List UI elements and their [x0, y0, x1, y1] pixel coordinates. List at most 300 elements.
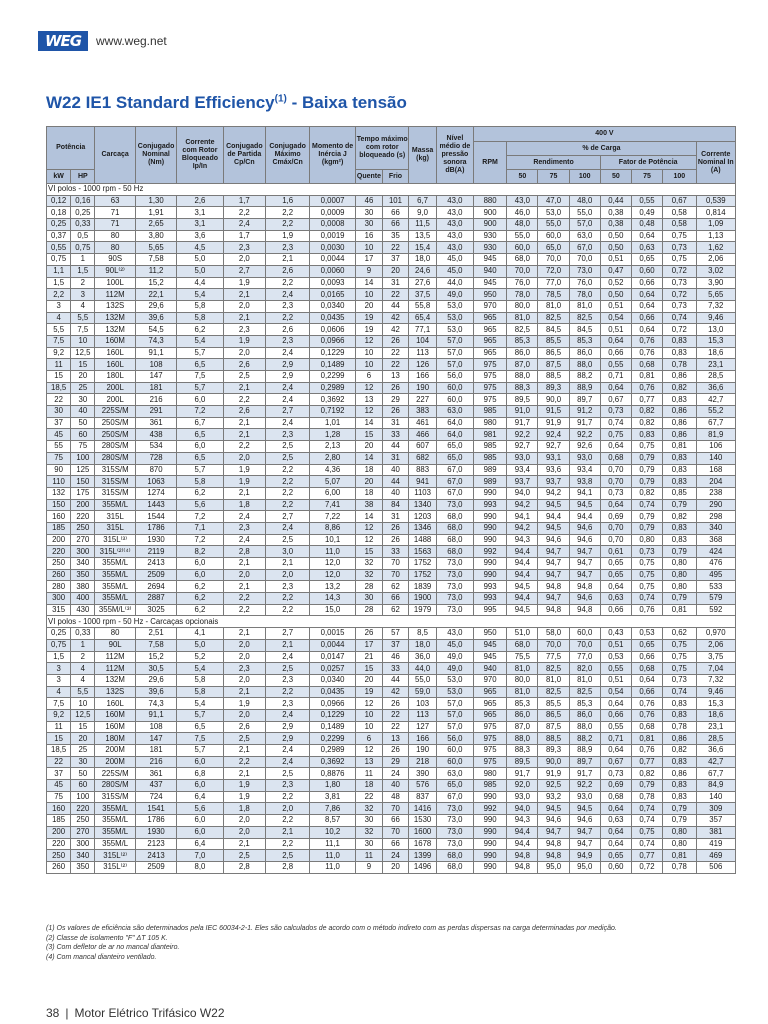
table-cell: 24 — [382, 850, 409, 862]
table-cell: 89,3 — [538, 745, 569, 757]
table-cell: 900 — [473, 219, 506, 231]
table-cell: 965 — [473, 686, 506, 698]
table-cell: 0,64 — [600, 581, 631, 593]
table-cell: 2,5 — [266, 441, 310, 453]
table-cell: 87,5 — [538, 721, 569, 733]
table-cell: 7,2 — [177, 534, 223, 546]
table-row — [47, 663, 736, 675]
table-cell: 0,82 — [631, 768, 662, 780]
table-cell: 88,5 — [538, 733, 569, 745]
table-cell: 127 — [409, 721, 437, 733]
table-cell: 48,0 — [569, 195, 600, 207]
table-cell: 18,0 — [409, 639, 437, 651]
table-cell: 0,0030 — [310, 242, 356, 254]
table-cell: 0,73 — [600, 487, 631, 499]
table-cell: 380 — [71, 581, 95, 593]
table-cell: 0,75 — [631, 558, 662, 570]
th-rend-75: 75 — [538, 170, 569, 184]
table-row — [47, 511, 736, 523]
table-cell: 60 — [71, 429, 95, 441]
table-cell: 132 — [47, 487, 71, 499]
table-cell: 940 — [473, 265, 506, 277]
table-cell: 5,8 — [177, 476, 223, 488]
table-cell: 6,0 — [177, 558, 223, 570]
table-cell: 6,7 — [177, 417, 223, 429]
table-cell: 70 — [382, 569, 409, 581]
table-cell: 0,62 — [663, 628, 696, 640]
table-cell: 0,66 — [631, 651, 662, 663]
table-cell: 0,64 — [600, 335, 631, 347]
table-cell: 168 — [696, 464, 735, 476]
table-cell: 0,53 — [600, 651, 631, 663]
table-cell: 724 — [135, 791, 177, 803]
table-cell: 1752 — [409, 569, 437, 581]
table-cell: 300 — [47, 593, 71, 605]
table-cell: 355M/L — [95, 826, 135, 838]
table-cell: 0,79 — [631, 780, 662, 792]
table-cell: 0,75 — [600, 429, 631, 441]
table-cell: 2,3 — [266, 335, 310, 347]
table-cell: 88,0 — [507, 371, 538, 383]
table-cell: 2,7 — [223, 265, 266, 277]
table-cell: 2,3 — [266, 780, 310, 792]
table-cell: 94,4 — [569, 511, 600, 523]
table-cell: 1443 — [135, 499, 177, 511]
table-row — [47, 546, 736, 558]
table-cell: 89,7 — [569, 756, 600, 768]
table-cell: 361 — [135, 417, 177, 429]
table-cell: 0,80 — [663, 569, 696, 581]
table-cell: 20 — [356, 441, 383, 453]
th-conj-nominal: Conjugado Nominal (Nm) — [135, 127, 177, 184]
table-cell: 2,4 — [266, 651, 310, 663]
table-row — [47, 441, 736, 453]
table-cell: 2,4 — [266, 382, 310, 394]
table-cell: 47,0 — [538, 195, 569, 207]
table-cell: 18 — [356, 464, 383, 476]
table-cell: 0,0435 — [310, 686, 356, 698]
table-cell: 315S/M — [95, 487, 135, 499]
table-cell: 2,0 — [223, 815, 266, 827]
table-cell: 30,5 — [135, 663, 177, 675]
table-cell: 0,48 — [631, 219, 662, 231]
table-cell: 2,1 — [223, 417, 266, 429]
table-cell: 59,0 — [409, 686, 437, 698]
table-cell: 44,0 — [409, 663, 437, 675]
footnote-1: (1) Os valores de eficiência são determinados pela IEC 60034-2-1. Eles são calculados de acordo com o método indireto com as perdas dispersas na carga determinadas por medição. — [46, 925, 617, 932]
table-cell: 185 — [47, 815, 71, 827]
table-cell: 39,6 — [135, 312, 177, 324]
site-url[interactable]: www.weg.net — [96, 34, 167, 48]
table-cell: 5,2 — [177, 651, 223, 663]
table-cell: 0,75 — [47, 254, 71, 266]
table-cell: 0,63 — [600, 593, 631, 605]
table-cell: 2,0 — [266, 569, 310, 581]
table-cell: 93,6 — [538, 464, 569, 476]
th-fp-75: 75 — [631, 170, 662, 184]
table-cell: 0,81 — [663, 604, 696, 616]
table-cell: 270 — [71, 826, 95, 838]
table-cell: 0,0009 — [310, 207, 356, 219]
table-cell: 5,4 — [177, 698, 223, 710]
table-cell: 22 — [356, 791, 383, 803]
table-row — [47, 230, 736, 242]
table-cell: 81,0 — [569, 674, 600, 686]
table-cell: 361 — [135, 768, 177, 780]
table-cell: 985 — [473, 780, 506, 792]
table-cell: 993 — [473, 581, 506, 593]
table-cell: 0,78 — [663, 359, 696, 371]
table-cell: 20 — [356, 476, 383, 488]
table-cell: 7,5 — [47, 335, 71, 347]
table-cell: 0,58 — [663, 219, 696, 231]
section-header-row — [47, 616, 736, 628]
title-main: W22 IE1 Standard Efficiency — [46, 93, 275, 112]
table-cell: 92,7 — [538, 441, 569, 453]
table-cell: 88,0 — [569, 721, 600, 733]
table-cell: 94,7 — [569, 838, 600, 850]
table-cell: 0,83 — [663, 522, 696, 534]
table-cell: 280 — [47, 581, 71, 593]
table-cell: 60,0 — [538, 230, 569, 242]
table-cell: 19 — [356, 686, 383, 698]
table-cell: 181 — [135, 745, 177, 757]
table-cell: 0,2299 — [310, 371, 356, 383]
table-cell: 108 — [135, 359, 177, 371]
table-cell: 950 — [473, 628, 506, 640]
table-cell: 11 — [47, 721, 71, 733]
table-cell: 0,75 — [631, 826, 662, 838]
table-cell: 945 — [473, 254, 506, 266]
table-cell: 0,75 — [663, 663, 696, 675]
table-cell: 2,4 — [266, 745, 310, 757]
table-cell: 76,0 — [507, 277, 538, 289]
table-cell: 225S/M — [95, 406, 135, 418]
table-cell: 82,0 — [569, 663, 600, 675]
table-cell: 94,4 — [507, 838, 538, 850]
table-cell: 36,6 — [696, 382, 735, 394]
table-cell: 66 — [382, 838, 409, 850]
table-row — [47, 721, 736, 733]
table-cell: 945 — [473, 639, 506, 651]
table-cell: 60,0 — [569, 628, 600, 640]
table-cell: 2,0 — [223, 254, 266, 266]
table-cell: 945 — [473, 651, 506, 663]
table-cell: 466 — [409, 429, 437, 441]
table-cell: 6,2 — [177, 604, 223, 616]
table-cell: 132S — [95, 300, 135, 312]
table-cell: 355M/L — [95, 815, 135, 827]
table-cell: 0,51 — [600, 674, 631, 686]
table-cell: 0,50 — [600, 230, 631, 242]
table-cell: 1,9 — [266, 230, 310, 242]
table-cell: 980 — [473, 768, 506, 780]
table-cell: 140 — [696, 452, 735, 464]
table-cell: 22 — [382, 289, 409, 301]
table-cell: 63,0 — [436, 768, 473, 780]
table-cell: 26 — [382, 382, 409, 394]
table-cell: 22 — [47, 394, 71, 406]
table-cell: 68,0 — [436, 534, 473, 546]
table-cell: 0,3692 — [310, 756, 356, 768]
table-cell: 0,75 — [631, 569, 662, 581]
table-cell: 81,0 — [538, 300, 569, 312]
table-cell: 5,7 — [177, 347, 223, 359]
table-cell: 11 — [47, 359, 71, 371]
table-cell: 1340 — [409, 499, 437, 511]
table-cell: 368 — [696, 534, 735, 546]
table-cell: 315S/M — [95, 791, 135, 803]
table-cell: 12 — [356, 522, 383, 534]
table-cell: 43,0 — [436, 242, 473, 254]
table-cell: 53,0 — [436, 300, 473, 312]
table-cell: 0,86 — [663, 406, 696, 418]
table-cell: 0,67 — [600, 394, 631, 406]
table-cell: 0,44 — [600, 195, 631, 207]
table-cell: 340 — [71, 850, 95, 862]
table-cell: 1416 — [409, 803, 437, 815]
table-cell: 94,5 — [538, 499, 569, 511]
table-cell: 2,2 — [266, 277, 310, 289]
table-cell: 315S/M — [95, 464, 135, 476]
table-cell: 17 — [356, 639, 383, 651]
table-cell: 22 — [47, 756, 71, 768]
table-cell: 0,55 — [600, 663, 631, 675]
table-cell: 0,64 — [600, 382, 631, 394]
table-cell: 94,8 — [538, 604, 569, 616]
table-cell: 40 — [382, 780, 409, 792]
table-cell: 10 — [356, 242, 383, 254]
table-cell: 0,78 — [663, 721, 696, 733]
table-cell: 55,2 — [696, 406, 735, 418]
table-cell: 53,0 — [436, 324, 473, 336]
table-cell: 11,0 — [310, 850, 356, 862]
table-cell: 3,75 — [696, 651, 735, 663]
table-cell: 66 — [382, 815, 409, 827]
table-cell: 6,2 — [177, 593, 223, 605]
table-cell: 13,2 — [310, 581, 356, 593]
table-cell: 95,0 — [538, 861, 569, 873]
table-cell: 113 — [409, 347, 437, 359]
table-cell: 57,0 — [436, 335, 473, 347]
table-cell: 1346 — [409, 522, 437, 534]
table-cell: 1,9 — [223, 277, 266, 289]
table-cell: 40 — [382, 487, 409, 499]
table-cell: 36,0 — [409, 651, 437, 663]
table-cell: 2,2 — [266, 604, 310, 616]
table-cell: 70,0 — [538, 254, 569, 266]
table-cell: 2,1 — [223, 628, 266, 640]
table-cell: 5,7 — [177, 464, 223, 476]
table-cell: 57,0 — [436, 347, 473, 359]
table-cell: 2,2 — [47, 289, 71, 301]
table-cell: 0,81 — [663, 850, 696, 862]
table-cell: 0,71 — [600, 733, 631, 745]
table-cell: 73,0 — [436, 581, 473, 593]
table-cell: 837 — [409, 791, 437, 803]
table-cell: 91,7 — [507, 417, 538, 429]
table-cell: 68,0 — [436, 850, 473, 862]
table-cell: 7,04 — [696, 663, 735, 675]
page-title — [46, 93, 407, 113]
table-cell: 89,5 — [507, 394, 538, 406]
table-cell: 2,4 — [266, 522, 310, 534]
table-cell: 0,0165 — [310, 289, 356, 301]
table-cell: 0,79 — [631, 511, 662, 523]
table-cell: 6,00 — [310, 487, 356, 499]
table-cell: 2,65 — [135, 219, 177, 231]
table-cell: 7,0 — [177, 850, 223, 862]
table-cell: 94,5 — [507, 604, 538, 616]
table-cell: 2,5 — [266, 534, 310, 546]
table-cell: 990 — [473, 522, 506, 534]
table-cell: 7,58 — [135, 254, 177, 266]
table-cell: 940 — [473, 663, 506, 675]
table-cell: 74,3 — [135, 335, 177, 347]
table-cell: 0,66 — [631, 277, 662, 289]
table-cell: 7,22 — [310, 511, 356, 523]
table-cell: 0,0340 — [310, 300, 356, 312]
table-row — [47, 803, 736, 815]
table-cell: 2,0 — [223, 826, 266, 838]
table-cell: 70 — [382, 558, 409, 570]
table-cell: 18 — [356, 487, 383, 499]
table-cell: 2,6 — [223, 406, 266, 418]
table-cell: 0,64 — [631, 289, 662, 301]
table-cell: 2 — [71, 277, 95, 289]
table-cell: 930 — [473, 242, 506, 254]
table-cell: 0,82 — [663, 745, 696, 757]
table-cell: 2,0 — [223, 674, 266, 686]
table-cell: 975 — [473, 745, 506, 757]
table-cell: 68,0 — [436, 522, 473, 534]
table-cell: 16 — [356, 230, 383, 242]
table-cell: 15,4 — [409, 242, 437, 254]
table-cell: 15 — [71, 721, 95, 733]
table-cell: 10 — [356, 721, 383, 733]
table-cell: 2,1 — [223, 745, 266, 757]
table-cell: 355M/L — [95, 838, 135, 850]
table-cell: 0,66 — [631, 686, 662, 698]
table-cell: 180L — [95, 371, 135, 383]
table-cell: 20 — [71, 733, 95, 745]
table-cell: 8,0 — [177, 861, 223, 873]
table-cell: 0,68 — [631, 721, 662, 733]
table-cell: 30 — [71, 394, 95, 406]
table-cell: 94,6 — [569, 593, 600, 605]
table-cell: 0,3692 — [310, 394, 356, 406]
table-cell: 0,83 — [663, 394, 696, 406]
table-cell: 975 — [473, 756, 506, 768]
table-cell: 5,8 — [177, 300, 223, 312]
table-cell: 216 — [135, 756, 177, 768]
table-cell: 5,8 — [177, 312, 223, 324]
table-cell: 67,0 — [436, 464, 473, 476]
table-cell: 73,0 — [436, 499, 473, 511]
table-cell: 32 — [356, 569, 383, 581]
table-cell: 476 — [696, 558, 735, 570]
table-cell: 89,7 — [569, 394, 600, 406]
logo-text: WEG — [44, 32, 82, 50]
table-cell: 2,2 — [223, 593, 266, 605]
table-cell: 77,0 — [538, 277, 569, 289]
table-cell: 9,0 — [409, 207, 437, 219]
table-cell: 166 — [409, 733, 437, 745]
table-cell: 125 — [71, 464, 95, 476]
table-cell: 607 — [409, 441, 437, 453]
table-cell: 0,64 — [631, 230, 662, 242]
table-cell: 2,1 — [223, 429, 266, 441]
table-cell: 0,73 — [663, 242, 696, 254]
table-cell: 112M — [95, 289, 135, 301]
table-cell: 32 — [356, 803, 383, 815]
table-cell: 0,0044 — [310, 639, 356, 651]
table-row — [47, 254, 736, 266]
table-cell: 1,7 — [223, 195, 266, 207]
table-cell: 31 — [382, 511, 409, 523]
table-cell: 1,9 — [223, 698, 266, 710]
footnotes — [46, 924, 617, 962]
table-cell: 989 — [473, 464, 506, 476]
table-cell: 3,80 — [135, 230, 177, 242]
table-cell: 132S — [95, 686, 135, 698]
table-cell: 180M — [95, 733, 135, 745]
table-cell: 6,8 — [177, 768, 223, 780]
table-cell: 106 — [696, 441, 735, 453]
page-separator: | — [65, 1006, 69, 1020]
table-cell: 300 — [71, 838, 95, 850]
table-cell: 260 — [47, 861, 71, 873]
table-cell: 42 — [382, 686, 409, 698]
table-cell: 190 — [409, 382, 437, 394]
table-cell: 94,2 — [507, 499, 538, 511]
table-cell: 3,6 — [177, 230, 223, 242]
table-cell: 94,7 — [569, 826, 600, 838]
table-cell: 200L — [95, 382, 135, 394]
table-cell: 990 — [473, 558, 506, 570]
table-cell: 15 — [356, 663, 383, 675]
table-cell: 42 — [382, 312, 409, 324]
table-cell: 0,75 — [663, 651, 696, 663]
table-cell: 85,3 — [569, 698, 600, 710]
table-cell: 60,0 — [507, 242, 538, 254]
table-cell: 73,0 — [436, 593, 473, 605]
table-row — [47, 394, 736, 406]
table-row — [47, 628, 736, 640]
table-cell: 0,76 — [631, 335, 662, 347]
table-cell: 381 — [696, 826, 735, 838]
table-cell: 2,4 — [266, 394, 310, 406]
table-cell: 160L — [95, 359, 135, 371]
table-cell: 0,16 — [71, 195, 95, 207]
table-cell: 54,5 — [135, 324, 177, 336]
table-cell: 2,2 — [266, 499, 310, 511]
table-cell: 13 — [356, 394, 383, 406]
table-cell: 93,7 — [538, 476, 569, 488]
table-cell: 94,7 — [538, 593, 569, 605]
table-cell: 112M — [95, 651, 135, 663]
table-row — [47, 593, 736, 605]
table-cell: 94,6 — [569, 815, 600, 827]
table-cell: 0,72 — [663, 265, 696, 277]
table-cell: 92,2 — [507, 429, 538, 441]
table-cell: 13,0 — [696, 324, 735, 336]
table-cell: 93,4 — [507, 464, 538, 476]
table-cell: 88,9 — [569, 382, 600, 394]
table-cell: 100 — [71, 791, 95, 803]
table-cell: 92,5 — [538, 780, 569, 792]
table-cell: 22,1 — [135, 289, 177, 301]
